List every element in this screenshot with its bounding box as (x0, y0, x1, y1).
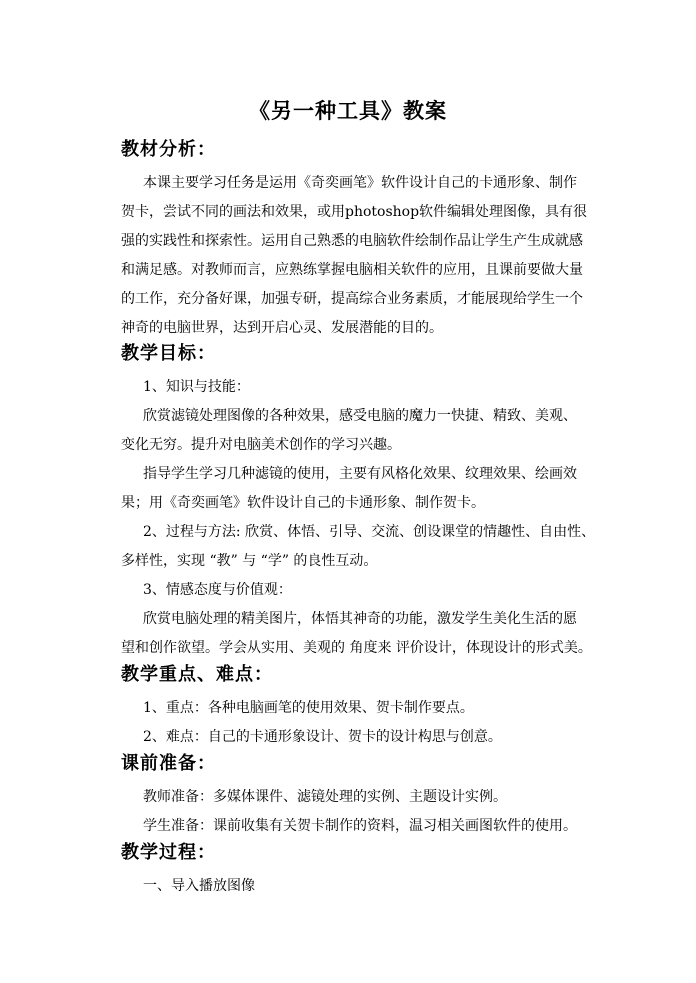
goals-paragraph-line: 望和创作欲望。学会从实用、美观的 角度来 评价设计，体现设计的形式美。 (121, 640, 592, 656)
section-heading-preparation: 课前准备： (121, 753, 216, 774)
goals-paragraph-line: 指导学生学习几种滤镜的使用，主要有风格化效果、纹理效果、绘画效 (143, 466, 577, 482)
analysis-paragraph-line: 本课主要学习任务是运用《奇奕画笔》软件设计自己的卡通形象、制作 (143, 175, 577, 191)
analysis-paragraph-line: 强的实践性和探索性。运用自己熟悉的电脑软件绘制作品让学生产生成就感 (121, 233, 583, 249)
goals-subheading-attitude: 3、情感态度与价值观： (143, 582, 292, 598)
analysis-paragraph-line: 神奇的电脑世界，达到开启心灵、发展潜能的目的。 (121, 320, 443, 336)
section-heading-goals: 教学目标： (121, 343, 216, 364)
section-heading-analysis: 教材分析： (121, 139, 216, 160)
analysis-paragraph-line: 和满足感。对教师而言，应熟练掌握电脑相关软件的应用，且课前要做大量 (121, 262, 583, 278)
analysis-paragraph-line: 的工作，充分备好课，加强专研，提高综合业务素质，才能展现给学生一个 (121, 291, 583, 307)
goals-subheading-process: 2、过程与方法: 欣赏、体悟、引导、交流、创设课堂的情趣性、自由性、 (143, 524, 596, 540)
preparation-line: 学生准备：课前收集有关贺卡制作的资料，温习相关画图软件的使用。 (143, 818, 577, 834)
goals-subheading-knowledge: 1、知识与技能： (143, 379, 250, 395)
analysis-paragraph-line: 贺卡，尝试不同的画法和效果，或用photoshop软件编辑处理图像，具有很 (121, 204, 588, 220)
goals-paragraph-line: 果；用《奇奕画笔》软件设计自己的卡通形象、制作贺卡。 (121, 495, 485, 511)
process-line: 一、导入播放图像 (143, 878, 255, 894)
goals-paragraph-line: 欣赏滤镜处理图像的各种效果，感受电脑的魔力一快捷、精致、美观、 (143, 408, 577, 424)
document-title: 《另一种工具》教案 (249, 98, 447, 123)
preparation-line: 教师准备：多媒体课件、滤镜处理的实例、主题设计实例。 (143, 789, 507, 805)
key-point-line: 2、难点：自己的卡通形象设计、贺卡的设计构思与创意。 (143, 729, 502, 745)
goals-paragraph-line: 变化无穷。提升对电脑美术创作的学习兴趣。 (121, 437, 401, 453)
section-heading-key-points: 教学重点、难点： (121, 664, 273, 685)
goals-paragraph-line: 多样性，实现 “教” 与 “学” 的良性互动。 (121, 553, 378, 569)
key-point-line: 1、重点：各种电脑画笔的使用效果、贺卡制作要点。 (143, 700, 474, 716)
section-heading-process: 教学过程： (121, 842, 216, 863)
goals-paragraph-line: 欣赏电脑处理的精美图片，体悟其神奇的功能，激发学生美化生活的愿 (143, 611, 577, 627)
